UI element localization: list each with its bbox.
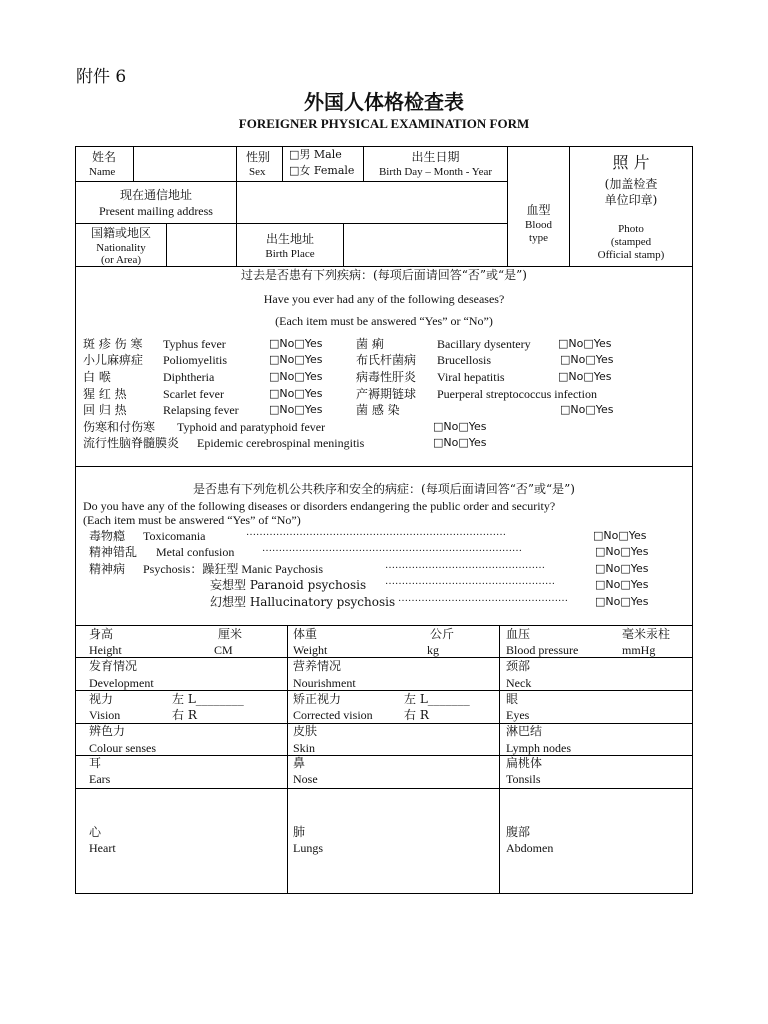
public-item-en: Psychosis：躁狂型 Manic Paychosis xyxy=(143,562,324,576)
height-unit-en: CM xyxy=(214,643,233,657)
diseases-instruction: (Each item must be answered “Yes” or “No”) xyxy=(275,314,493,328)
tonsils-label-zh: 扁桃体 xyxy=(506,756,543,770)
lungs-label-zh: 肺 xyxy=(293,825,306,839)
disease-en: Viral hepatitis xyxy=(437,370,505,384)
vision-left-field[interactable]: 左 L________ xyxy=(172,692,244,706)
form-title-en: FOREIGNER PHYSICAL EXAMINATION FORM xyxy=(238,116,530,131)
male-checkbox[interactable]: □男 Male xyxy=(289,148,342,161)
public-item-dots: ………………………………………… xyxy=(385,560,545,571)
public-item-en: Toxicomania xyxy=(143,529,206,543)
diseases-question-en: Have you ever had any of the following deseases? xyxy=(263,292,505,306)
blood-label-zh: 血型 xyxy=(526,203,551,217)
female-checkbox[interactable]: □女 Female xyxy=(289,164,355,177)
public-item-zh: 精神错乱 xyxy=(89,545,138,559)
blood-pressure-unit-zh: 毫米汞柱 xyxy=(622,627,671,641)
birthplace-field[interactable] xyxy=(344,224,507,266)
tonsils-label-en: Tonsils xyxy=(506,772,541,786)
nationality-field[interactable] xyxy=(167,224,236,266)
eyes-label-en: Eyes xyxy=(506,708,530,722)
answer-checkbox[interactable]: □No□Yes xyxy=(558,337,612,350)
photo-note-1: (加盖检查 xyxy=(604,177,658,191)
corrected-vision-label-en: Corrected vision xyxy=(293,708,373,722)
disease-zh: 白 喉 xyxy=(83,370,111,384)
disease-en: Bacillary dysentery xyxy=(437,337,531,351)
sex-label-zh: 性别 xyxy=(246,150,271,164)
disease-en: Puerperal streptococcus infection xyxy=(437,387,597,401)
weight-label-en: Weight xyxy=(293,643,328,657)
answer-checkbox[interactable]: □No□Yes xyxy=(269,353,323,366)
answer-checkbox[interactable]: □No□Yes xyxy=(433,420,487,433)
abdomen-label-en: Abdomen xyxy=(506,841,554,855)
eyes-label-zh: 眼 xyxy=(506,692,519,706)
public-item-dots: …………………………………………………………………… xyxy=(262,543,522,554)
name-field[interactable] xyxy=(134,147,236,181)
birthplace-label-en: Birth Place xyxy=(265,248,315,260)
height-unit-zh: 厘米 xyxy=(218,627,243,641)
height-label-zh: 身高 xyxy=(89,627,114,641)
answer-checkbox[interactable]: □No□Yes xyxy=(269,403,323,416)
public-question-en: Do you have any of the following diseases or disorders endangering the public order and security? xyxy=(83,499,556,513)
name-label-zh: 姓名 xyxy=(92,150,117,164)
public-instruction: (Each item must be answered “Yes” of “No”) xyxy=(83,513,301,527)
height-label-en: Height xyxy=(89,643,122,657)
public-item-en: 幻想型 Hallucinatory psychosis xyxy=(210,595,396,609)
sex-label-en: Sex xyxy=(249,166,266,178)
skin-label-zh: 皮肤 xyxy=(293,724,318,738)
disease-zh: 病毒性肝炎 xyxy=(356,370,417,384)
blood-label-en-1: Blood xyxy=(525,219,552,231)
answer-checkbox[interactable]: □No□Yes xyxy=(558,370,612,383)
diseases-question-zh: 过去是否患有下列疾病：(每项后面请回答“否”或“是”) xyxy=(241,268,527,282)
answer-checkbox[interactable]: □No□Yes xyxy=(560,403,614,416)
nose-label-en: Nose xyxy=(293,772,318,786)
photo-label-en-3: Official stamp) xyxy=(597,249,665,261)
development-label-zh: 发育情况 xyxy=(89,659,138,673)
nose-label-zh: 鼻 xyxy=(293,756,306,770)
vision-right-field[interactable]: 右 R xyxy=(172,708,197,722)
ears-label-zh: 耳 xyxy=(89,756,102,770)
disease-zh: 小儿麻痹症 xyxy=(83,353,144,367)
lymph-nodes-label-zh: 淋巴结 xyxy=(506,724,543,738)
nationality-label-en-1: Nationality xyxy=(96,242,146,254)
birthday-label-zh: 出生日期 xyxy=(411,150,460,164)
disease-en: Diphtheria xyxy=(163,370,215,384)
attachment-label: 附件 6 xyxy=(76,67,127,87)
answer-checkbox[interactable]: □No□Yes xyxy=(595,595,649,608)
colour-senses-label-en: Colour senses xyxy=(89,741,156,755)
nationality-label-zh: 国籍或地区 xyxy=(90,226,151,240)
weight-unit-zh: 公斤 xyxy=(430,627,455,641)
public-question-zh: 是否患有下列危机公共秩序和安全的病症：(每项后面请回答“否”或“是”) xyxy=(193,482,575,496)
form-title-zh: 外国人体格检查表 xyxy=(304,90,464,114)
abdomen-label-zh: 腹部 xyxy=(506,825,531,839)
birthplace-label-zh: 出生地址 xyxy=(265,232,314,246)
heart-label-en: Heart xyxy=(89,841,116,855)
corrected-right-field[interactable]: 右 R xyxy=(404,708,429,722)
heart-label-zh: 心 xyxy=(89,825,102,839)
vision-label-en: Vision xyxy=(89,708,121,722)
answer-checkbox[interactable]: □No□Yes xyxy=(269,387,323,400)
development-label-en: Development xyxy=(89,676,154,690)
answer-checkbox[interactable]: □No□Yes xyxy=(595,545,649,558)
nationality-label-en-2: (or Area) xyxy=(100,254,141,266)
disease-zh: 斑 疹 伤 寒 xyxy=(83,337,143,351)
disease-zh: 菌 感 染 xyxy=(356,403,400,417)
public-item-dots: …………………………………………… xyxy=(385,576,555,587)
photo-label-zh: 照 片 xyxy=(612,153,650,172)
disease-en: Typhus fever xyxy=(163,337,226,351)
answer-checkbox[interactable]: □No□Yes xyxy=(269,337,323,350)
disease-en: Brucellosis xyxy=(437,353,491,367)
neck-label-en: Neck xyxy=(506,676,532,690)
answer-checkbox[interactable]: □No□Yes xyxy=(269,370,323,383)
name-label-en: Name xyxy=(89,166,116,178)
weight-label-zh: 体重 xyxy=(293,627,318,641)
skin-label-en: Skin xyxy=(293,741,316,755)
public-item-dots: …………………………………………… xyxy=(398,593,568,604)
disease-zh: 流行性脑脊髓膜炎 xyxy=(83,436,180,450)
ears-label-en: Ears xyxy=(89,772,111,786)
public-item-zh: 毒物瘾 xyxy=(89,529,126,543)
nourishment-label-en: Nourishment xyxy=(293,676,356,690)
photo-label-en-2: (stamped xyxy=(610,236,652,248)
public-item-zh: 精神病 xyxy=(89,562,126,576)
weight-unit-en: kg xyxy=(427,643,439,657)
corrected-left-field[interactable]: 左 L_______ xyxy=(404,692,470,706)
blood-pressure-unit-en: mmHg xyxy=(622,643,656,657)
disease-zh: 回 归 热 xyxy=(83,403,127,417)
answer-checkbox[interactable]: □No□Yes xyxy=(560,353,614,366)
address-label-en: Present mailing address xyxy=(99,204,213,218)
disease-en: Typhoid and paratyphoid fever xyxy=(177,420,326,434)
answer-checkbox[interactable]: □No□Yes xyxy=(595,562,649,575)
disease-en: Relapsing fever xyxy=(163,403,239,417)
lungs-label-en: Lungs xyxy=(293,841,323,855)
blood-label-en-2: type xyxy=(529,232,548,244)
public-item-en: Metal confusion xyxy=(156,545,235,559)
disease-zh: 菌 痢 xyxy=(356,337,384,351)
answer-checkbox[interactable]: □No□Yes xyxy=(595,578,649,591)
disease-en: Scarlet fever xyxy=(163,387,224,401)
blood-pressure-label-en: Blood pressure xyxy=(506,643,579,657)
nourishment-label-zh: 营养情况 xyxy=(293,659,342,673)
public-item-en: 妄想型 Paranoid psychosis xyxy=(210,578,367,592)
birthday-label-en: Birth Day – Month - Year xyxy=(378,166,493,178)
disease-en: Poliomyelitis xyxy=(163,353,228,367)
photo-note-2: 单位印章) xyxy=(604,193,658,207)
public-item-dots: …………………………………………………………………… xyxy=(246,527,506,538)
neck-label-zh: 颈部 xyxy=(506,659,531,673)
photo-label-en-1: Photo xyxy=(618,223,644,235)
disease-zh: 产褥期链球 xyxy=(356,387,417,401)
answer-checkbox[interactable]: □No□Yes xyxy=(593,529,647,542)
answer-checkbox[interactable]: □No□Yes xyxy=(433,436,487,449)
address-label-zh: 现在通信地址 xyxy=(119,188,192,202)
disease-zh: 伤寒和付伤寒 xyxy=(83,420,156,434)
corrected-vision-label-zh: 矫正视力 xyxy=(293,692,342,706)
blood-pressure-label-zh: 血压 xyxy=(506,627,531,641)
disease-zh: 布氏杆菌病 xyxy=(356,353,417,367)
disease-zh: 猩 红 热 xyxy=(83,387,127,401)
colour-senses-label-zh: 辨色力 xyxy=(89,724,126,738)
vision-label-zh: 视力 xyxy=(89,692,114,706)
disease-en: Epidemic cerebrospinal meningitis xyxy=(197,436,365,450)
address-field[interactable] xyxy=(237,182,507,223)
lymph-nodes-label-en: Lymph nodes xyxy=(506,741,571,755)
